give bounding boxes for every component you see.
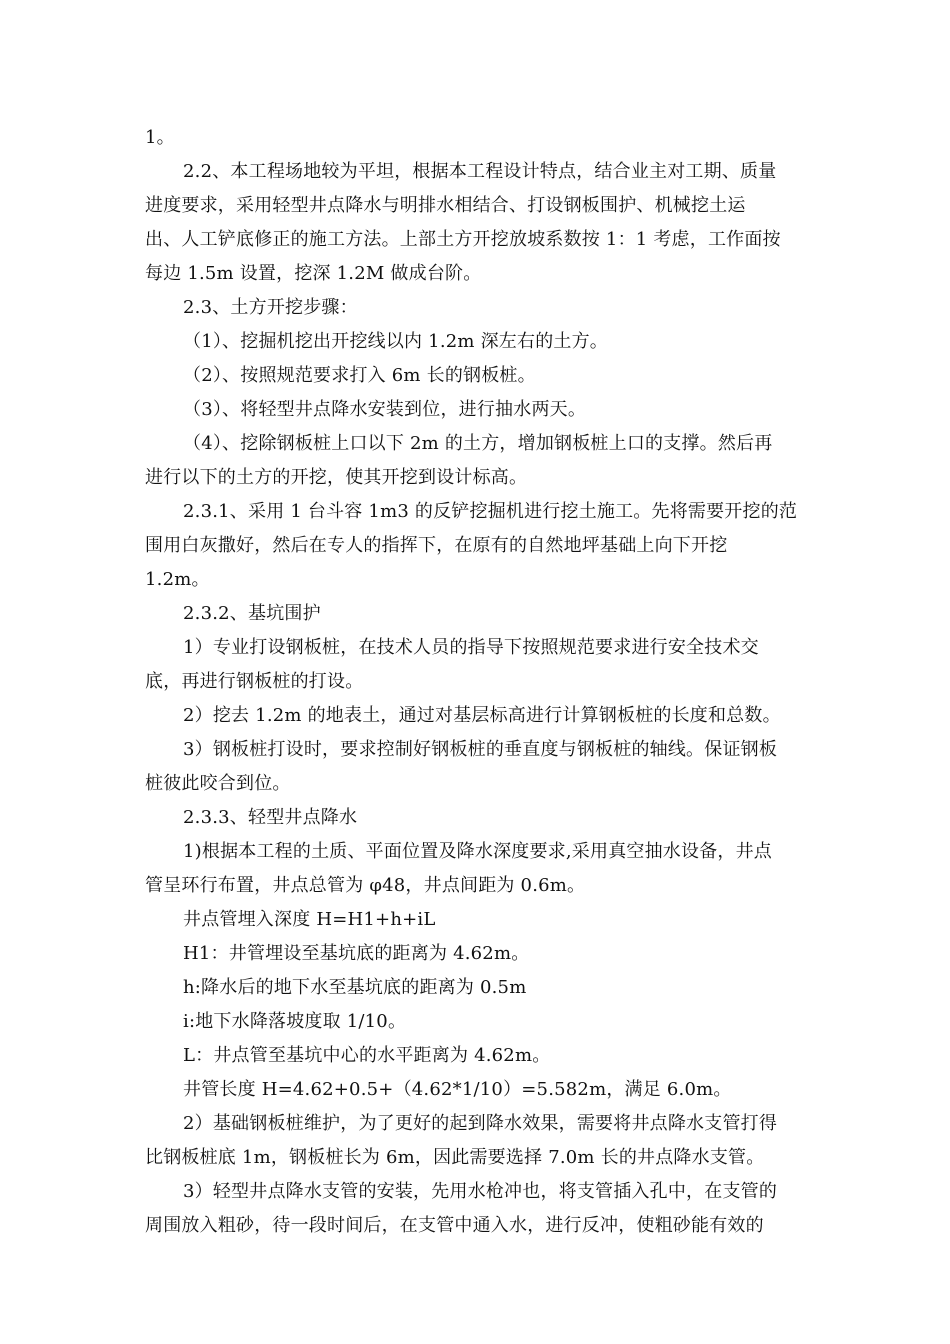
text-line: 出、人工铲底修正的施工方法。上部土方开挖放坡系数按 1：1 考虑，工作面按 — [145, 229, 781, 250]
step-4-line: （4）、挖除钢板桩上口以下 2m 的土方，增加钢板桩上口的支撑。然后再 — [183, 433, 773, 454]
text-line: 围用白灰撒好，然后在专人的指挥下，在原有的自然地坪基础上向下开挖 — [145, 535, 728, 556]
formula-term-line: h:降水后的地下水至基坑底的距离为 0.5m — [183, 977, 527, 998]
item-1-line: 1)根据本工程的土质、平面位置及降水深度要求,采用真空抽水设备，井点 — [183, 841, 772, 862]
text-line: 进行以下的土方的开挖，使其开挖到设计标高。 — [145, 467, 528, 488]
text-line: 底，再进行钢板桩的打设。 — [145, 671, 364, 692]
item-2-line: 2）基础钢板桩维护，为了更好的起到降水效果，需要将井点降水支管打得 — [183, 1113, 778, 1134]
item-3-line: 3）轻型井点降水支管的安装，先用水枪冲也，将支管插入孔中，在支管的 — [183, 1181, 778, 1202]
formula-term-line: L：井点管至基坑中心的水平距离为 4.62m。 — [183, 1045, 551, 1066]
text-line: 管呈环行布置，井点总管为 φ48，井点间距为 0.6m。 — [145, 875, 586, 896]
item-3-line: 3）钢板桩打设时，要求控制好钢板桩的垂直度与钢板桩的轴线。保证钢板 — [183, 739, 778, 760]
section-heading-2-3-2: 2.3.2、基坑围护 — [183, 603, 321, 624]
text-line: 1。 — [145, 127, 175, 148]
text-line: 每边 1.5m 设置，挖深 1.2M 做成台阶。 — [145, 263, 482, 284]
formula-term-line: i:地下水降落坡度取 1/10。 — [183, 1011, 407, 1032]
formula-term-line: H1：井管埋设至基坑底的距离为 4.62m。 — [183, 943, 530, 964]
step-3-line: （3）、将轻型井点降水安装到位，进行抽水两天。 — [183, 399, 587, 420]
formula-line: 井点管埋入深度 H=H1+h+iL — [183, 909, 436, 930]
paragraph-2-2-line: 2.2、本工程场地较为平坦，根据本工程设计特点，结合业主对工期、质量 — [183, 161, 777, 182]
section-heading-2-3: 2.3、土方开挖步骤： — [183, 297, 358, 318]
paragraph-2-3-1-line: 2.3.1、采用 1 台斗容 1m3 的反铲挖掘机进行挖土施工。先将需要开挖的范 — [183, 501, 798, 522]
text-line: 桩彼此咬合到位。 — [145, 773, 291, 794]
item-2-line: 2）挖去 1.2m 的地表土，通过对基层标高进行计算钢板桩的长度和总数。 — [183, 705, 781, 726]
item-1-line: 1）专业打设钢板桩，在技术人员的指导下按照规范要求进行安全技术交 — [183, 637, 759, 658]
text-line: 比钢板桩底 1m，钢板桩长为 6m，因此需要选择 7.0m 长的井点降水支管。 — [145, 1147, 765, 1168]
formula-result-line: 井管长度 H=4.62+0.5+（4.62*1/10）=5.582m，满足 6.0m。 — [183, 1079, 732, 1100]
step-1-line: （1）、挖掘机挖出开挖线以内 1.2m 深左右的土方。 — [183, 331, 608, 352]
text-line: 进度要求，采用轻型井点降水与明排水相结合、打设钢板围护、机械挖土运 — [145, 195, 746, 216]
section-heading-2-3-3: 2.3.3、轻型井点降水 — [183, 807, 358, 828]
text-line: 1.2m。 — [145, 569, 210, 590]
step-2-line: （2）、按照规范要求打入 6m 长的钢板桩。 — [183, 365, 536, 386]
text-line: 周围放入粗砂，待一段时间后，在支管中通入水，进行反冲，使粗砂能有效的 — [145, 1215, 764, 1236]
